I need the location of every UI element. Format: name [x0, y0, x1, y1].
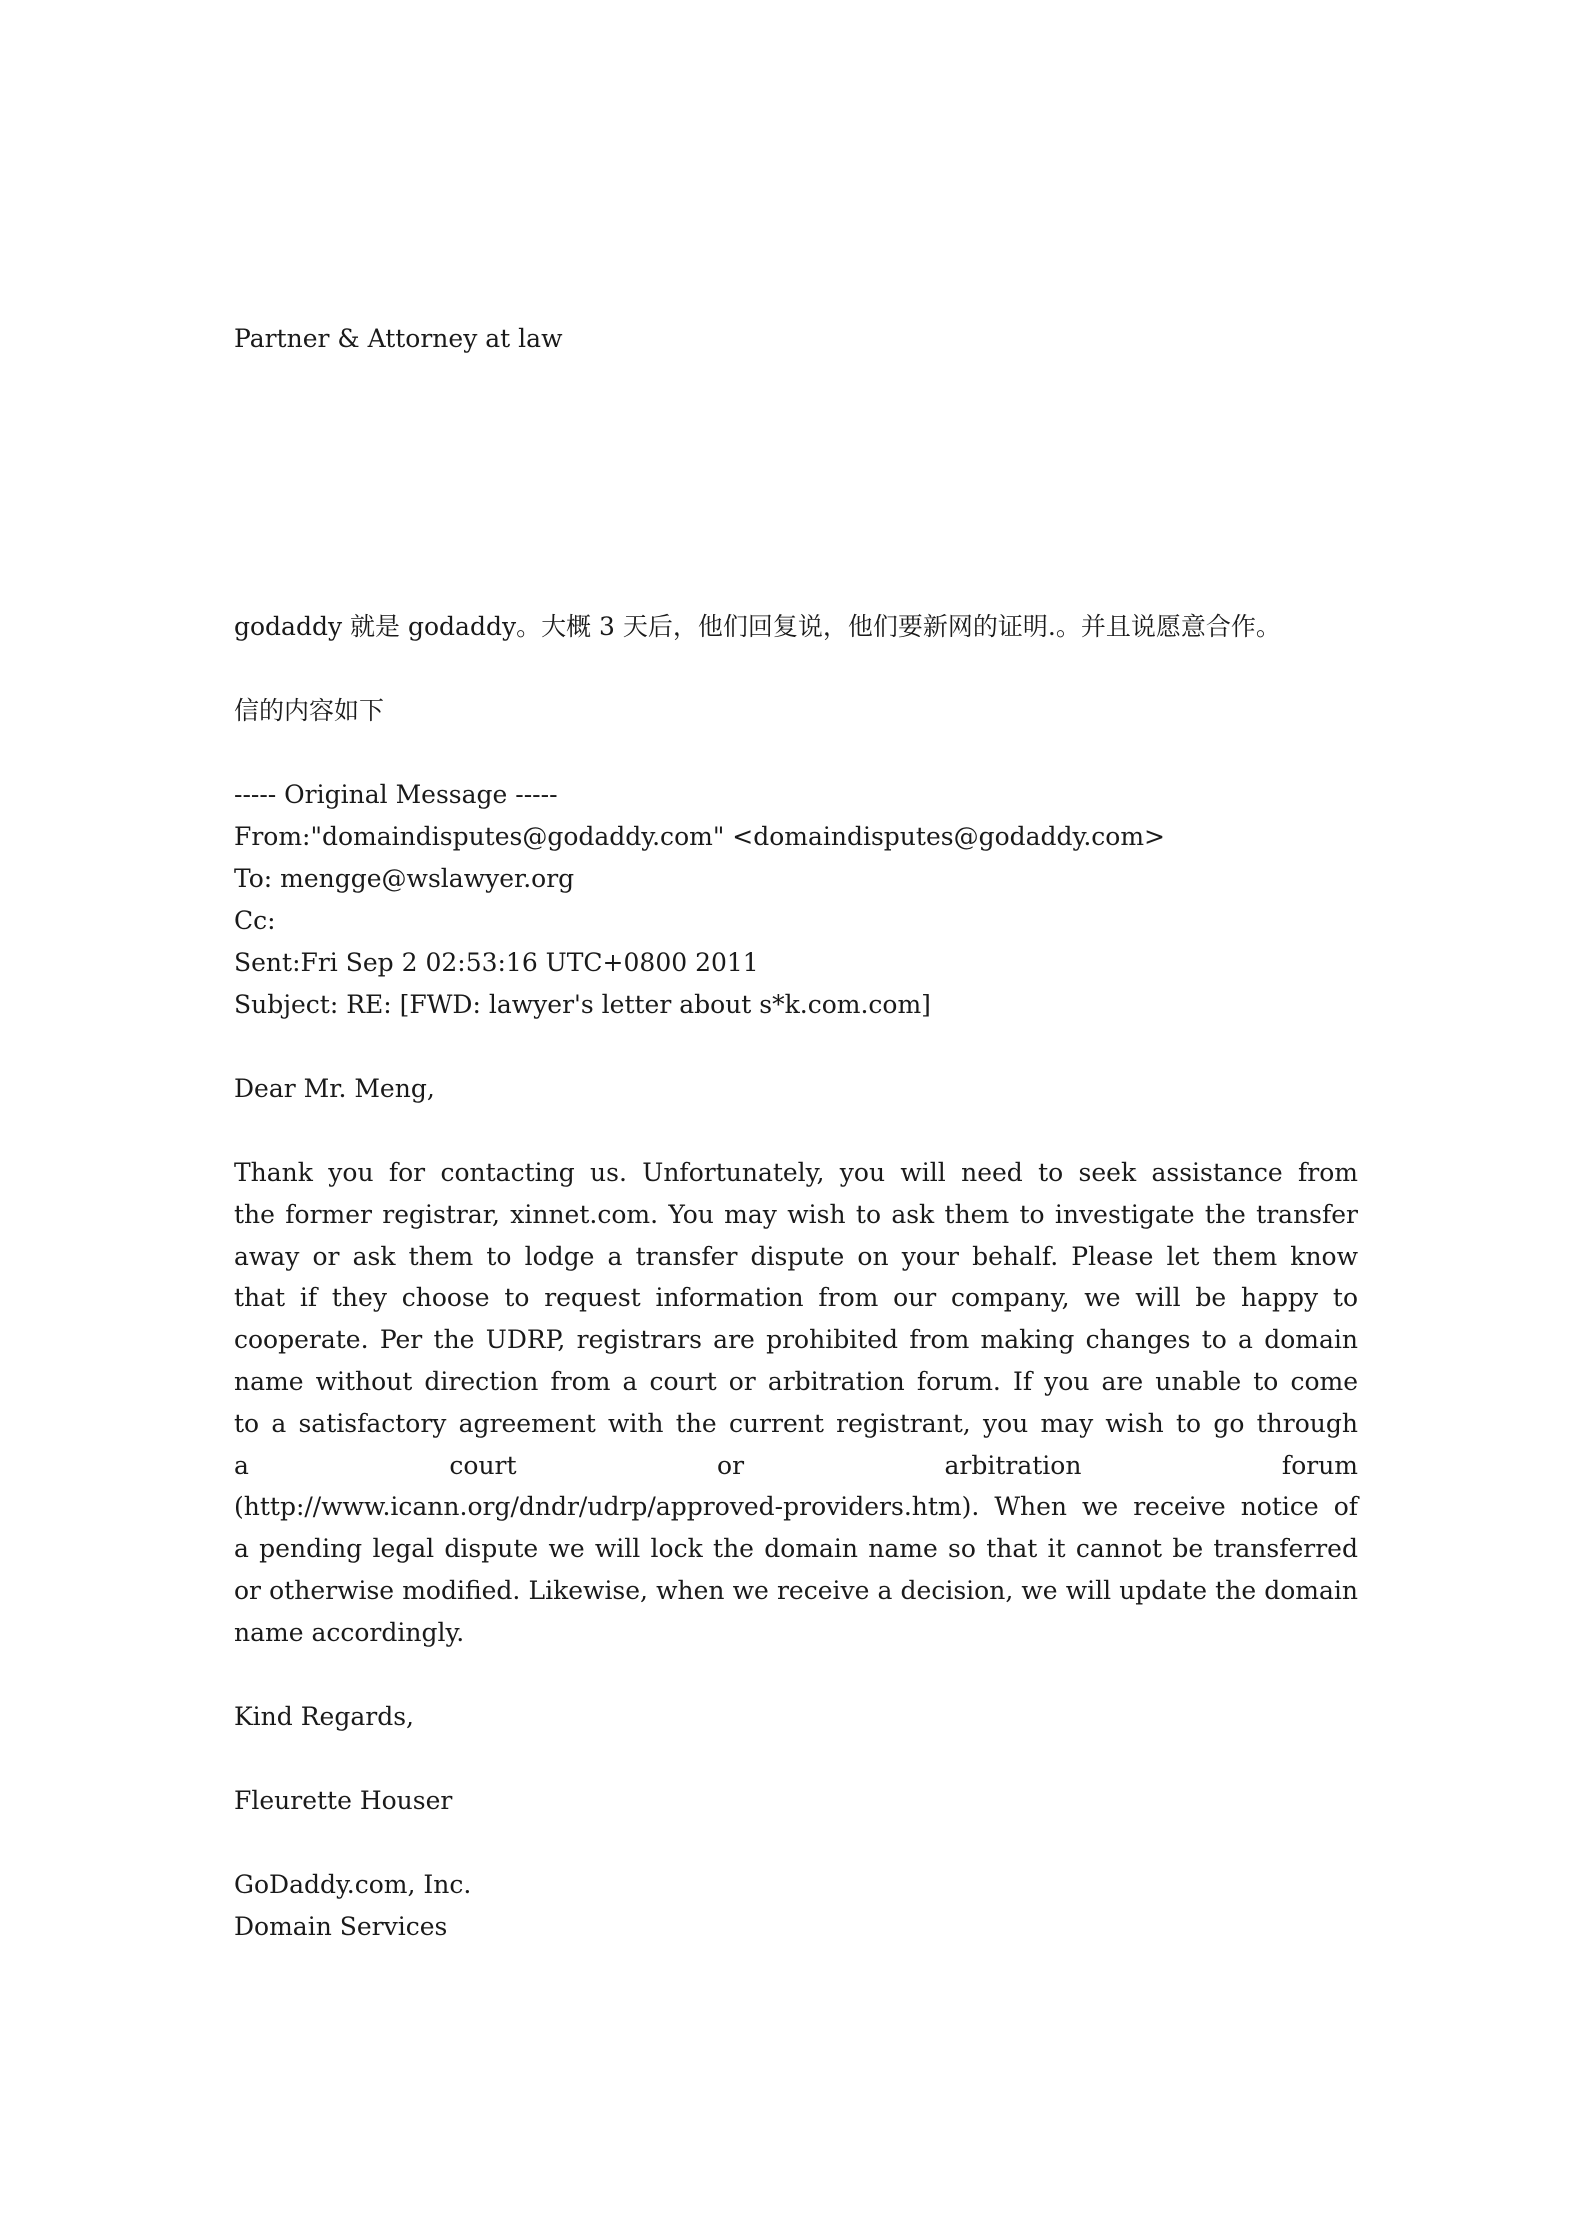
chinese-note: godaddy 就是 godaddy。大概 3 天后，他们回复说，他们要新网的证明.。并且说愿意合作。 — [234, 612, 1281, 641]
sender-name: Fleurette Houser — [234, 1786, 453, 1815]
email-from: From:"domaindisputes@godaddy.com" <domaindisputes@godaddy.com> — [234, 822, 1166, 851]
body-line: or otherwise modified. Likewise, when we receive a decision, we will update the domain — [234, 1575, 1358, 1605]
letter-body — [234, 1152, 1358, 1654]
body-line: a court or arbitration forum — [234, 1450, 1358, 1480]
email-separator: ----- Original Message ----- — [234, 780, 558, 809]
closing: Kind Regards, — [234, 1702, 414, 1731]
body-line: name without direction from a court or arbitration forum. If you are unable to come — [234, 1366, 1358, 1396]
chinese-intro: 信的内容如下 — [234, 696, 385, 725]
greeting: Dear Mr. Meng, — [234, 1074, 435, 1103]
body-line: a pending legal dispute we will lock the domain name so that it cannot be transferred — [234, 1534, 1358, 1564]
email-subject: Subject: RE: [FWD: lawyer's letter about s*k.com.com] — [234, 990, 931, 1019]
body-line: to a satisfactory agreement with the current registrant, you may wish to go through — [234, 1408, 1358, 1438]
body-line: cooperate. Per the UDRP, registrars are prohibited from making changes to a domain — [234, 1325, 1358, 1355]
body-line: away or ask them to lodge a transfer dispute on your behalf. Please let them know — [234, 1241, 1358, 1271]
email-cc: Cc: — [234, 906, 276, 935]
signature-title: Partner & Attorney at law — [234, 324, 563, 353]
email-to: To: mengge@wslawyer.org — [234, 864, 575, 893]
email-sent: Sent:Fri Sep 2 02:53:16 UTC+0800 2011 — [234, 948, 759, 977]
body-line: Thank you for contacting us. Unfortunately, you will need to seek assistance from — [234, 1158, 1358, 1187]
body-line: the former registrar, xinnet.com. You may wish to ask them to investigate the transfer — [234, 1199, 1358, 1229]
body-line: name accordingly. — [234, 1617, 465, 1647]
body-line: (http://www.icann.org/dndr/udrp/approved-providers.htm). When we receive notice of — [234, 1492, 1358, 1522]
company-name: GoDaddy.com, Inc. — [234, 1870, 472, 1899]
department-name: Domain Services — [234, 1912, 448, 1941]
body-line: that if they choose to request information from our company, we will be happy to — [234, 1283, 1358, 1313]
